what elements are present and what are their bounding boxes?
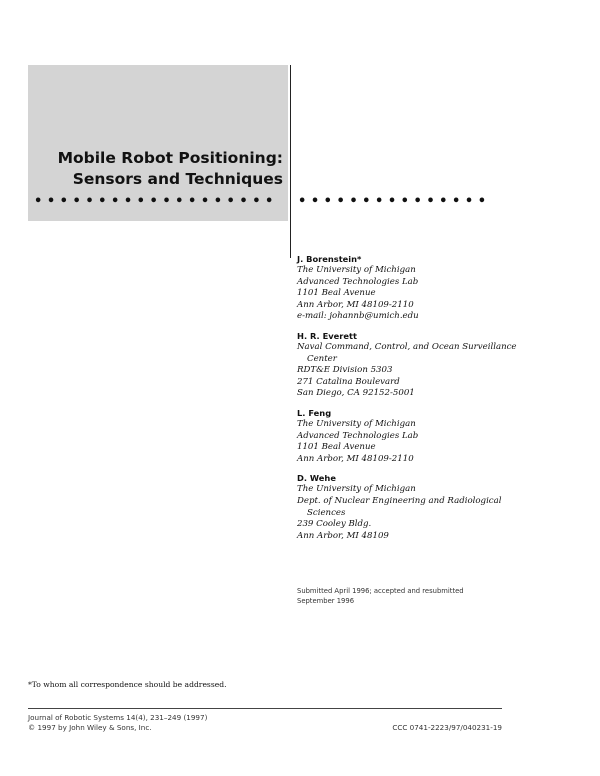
affiliation-line: 1101 Beal Avenue xyxy=(297,442,376,453)
title-line-2: Sensors and Techniques xyxy=(72,170,283,188)
affiliation-line: The University of Michigan xyxy=(297,265,416,275)
affiliation-line: San Diego, CA 92152-5001 xyxy=(297,388,415,399)
affiliation-line: RDT&E Division 5303 xyxy=(297,365,393,376)
affiliation-line: Sciences xyxy=(307,507,346,518)
author-name: D. Wehe xyxy=(297,473,336,484)
affiliation-line: Dept. of Nuclear Engineering and Radiological xyxy=(297,495,502,506)
affiliation-line: Ann Arbor, MI 48109-2110 xyxy=(297,299,414,310)
ccc-code: CCC 0741-2223/97/040231-19 xyxy=(392,723,502,732)
author-name: J. Borenstein* xyxy=(297,254,362,264)
dotted-rule-left: • • • • • • • • • • • • • • • • • • • xyxy=(34,194,274,209)
journal-line-1: Journal of Robotic Systems 14(4), 231–249 (1997) xyxy=(28,713,208,722)
affiliation-line: 1101 Beal Avenue xyxy=(297,288,376,299)
affiliation-line: Advanced Technologies Lab xyxy=(297,276,419,287)
author-list xyxy=(297,253,577,549)
author-block xyxy=(297,330,577,400)
affiliation-line: Naval Command, Control, and Ocean Surveillance xyxy=(297,341,517,352)
correspondence-footnote: *To whom all correspondence should be addressed. xyxy=(28,680,227,689)
submission-line-2: September 1996 xyxy=(297,596,355,605)
affiliation-line: 239 Cooley Bldg. xyxy=(297,519,372,530)
submission-note xyxy=(297,587,497,606)
journal-citation xyxy=(28,713,207,733)
paper-title xyxy=(28,148,283,190)
affiliation-line: Center xyxy=(307,353,337,364)
affiliation-line: The University of Michigan xyxy=(297,484,416,495)
affiliation-line: Ann Arbor, MI 48109-2110 xyxy=(297,453,414,464)
copyright-line: © 1997 by John Wiley & Sons, Inc. xyxy=(28,723,152,732)
vertical-divider xyxy=(290,65,291,258)
affiliation-line: Advanced Technologies Lab xyxy=(297,430,419,441)
submission-line-1: Submitted April 1996; accepted and resubmitted xyxy=(297,587,464,595)
affiliation-line: 271 Catalina Boulevard xyxy=(297,376,400,387)
affiliation-line: The University of Michigan xyxy=(297,418,416,429)
footer-rule xyxy=(28,708,502,709)
author-block xyxy=(297,472,577,542)
author-email: e-mail: johannb@umich.edu xyxy=(297,311,419,322)
author-block xyxy=(297,253,577,323)
title-line-1: Mobile Robot Positioning: xyxy=(57,149,283,167)
author-block xyxy=(297,407,577,465)
dotted-rule-right: • • • • • • • • • • • • • • • xyxy=(298,194,486,209)
author-name: L. Feng xyxy=(297,407,332,418)
affiliation-line: Ann Arbor, MI 48109 xyxy=(297,530,389,541)
author-name: H. R. Everett xyxy=(297,330,357,341)
